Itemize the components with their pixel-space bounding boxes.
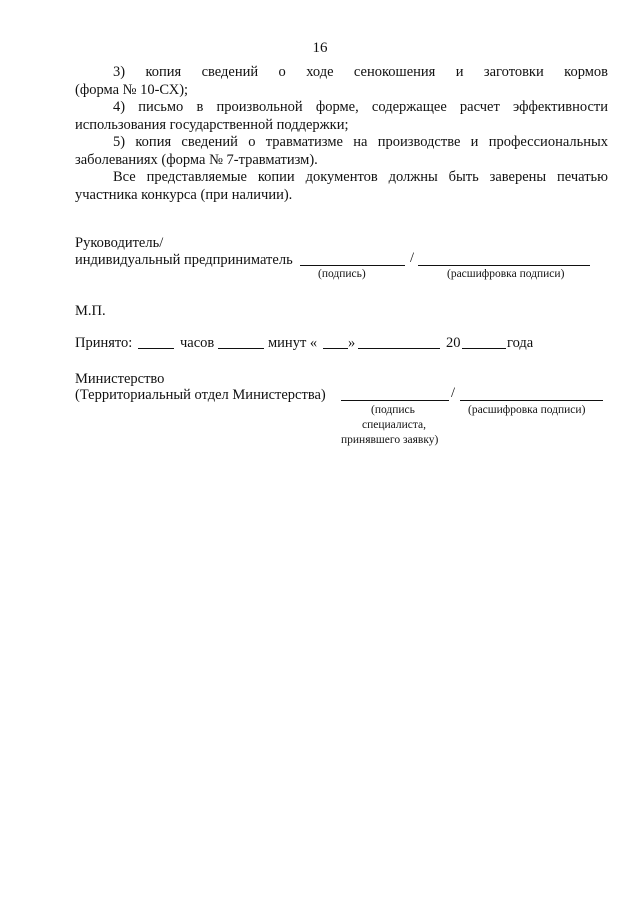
- hours-blank: [138, 348, 174, 349]
- head-decoding-caption: (расшифровка подписи): [447, 268, 565, 280]
- list-item-3: 3) копия сведений о ходе сенокошения и заготовки кормов: [113, 64, 608, 80]
- document-list: [75, 64, 608, 204]
- list-item-5: 5) копия сведений о травматизме на производстве и профессиональных заболеваниях (форма № 7-травматизм).: [75, 134, 608, 168]
- list-item-4: 4) письмо в произвольной форме, содержащее расчет эффективности использования государственной поддержки;: [75, 99, 608, 133]
- hours-label: часов: [180, 335, 215, 351]
- page-number: 16: [312, 40, 328, 56]
- ministry-signature-line: [341, 400, 449, 401]
- head-separator: /: [410, 250, 415, 266]
- ministry-decoding-caption: (расшифровка подписи): [468, 404, 586, 416]
- ministry-separator: /: [451, 385, 456, 401]
- ministry-signature-caption-1: (подпись: [371, 404, 415, 416]
- year-suffix: года: [507, 335, 534, 351]
- head-signature-caption: (подпись): [318, 268, 366, 280]
- closing-paragraph: Все представляемые копии документов должны быть заверены печатью участника конкурса (при наличии).: [75, 169, 608, 203]
- ministry-decoding-line: [460, 400, 603, 401]
- day-blank: [323, 348, 348, 349]
- minutes-blank: [218, 348, 264, 349]
- accepted-label: Принято:: [75, 335, 133, 351]
- head-signature-line: [300, 265, 405, 266]
- ministry-signature-caption-3: принявшего заявку): [341, 434, 439, 446]
- ministry-signature-caption-2: специалиста,: [362, 419, 427, 431]
- head-title-line2: индивидуальный предприниматель: [75, 252, 293, 268]
- head-title-line1: Руководитель/: [75, 235, 164, 251]
- year-prefix: 20: [446, 335, 461, 351]
- ministry-line2: (Территориальный отдел Министерства): [75, 387, 326, 403]
- minutes-label: минут «: [268, 335, 318, 351]
- head-decoding-line: [418, 265, 590, 266]
- list-item-3-continuation: (форма № 10-СХ);: [75, 81, 189, 98]
- ministry-line1: Министерство: [75, 371, 165, 387]
- year-blank: [462, 348, 506, 349]
- month-blank: [358, 348, 440, 349]
- stamp-place-label: М.П.: [75, 303, 106, 319]
- day-quote-close: »: [348, 335, 356, 351]
